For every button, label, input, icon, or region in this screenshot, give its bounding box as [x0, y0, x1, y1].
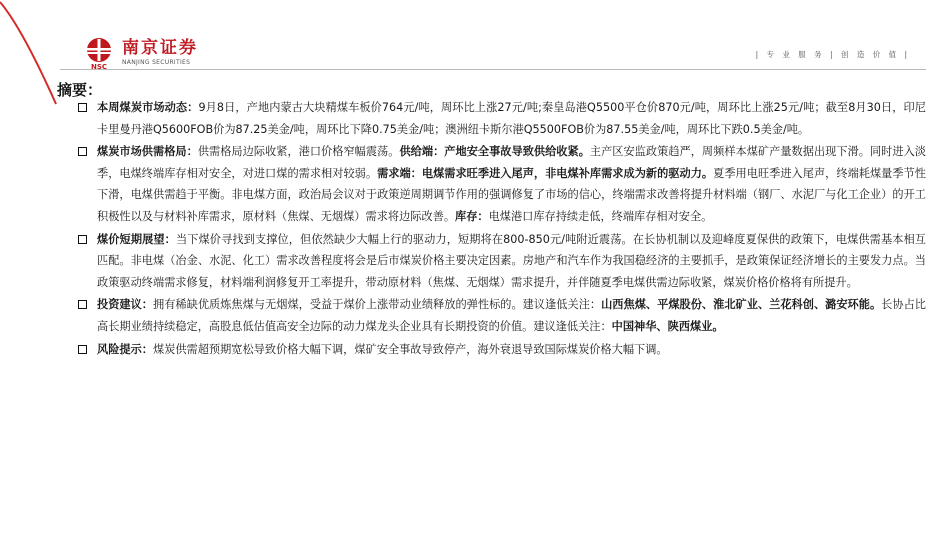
- item-text: 电煤港口库存持续走低，终端库存相对安全。: [488, 209, 713, 223]
- corner-decoration: [0, 0, 60, 110]
- list-item-price-outlook: [74, 229, 926, 294]
- item-heading: 风险提示：: [97, 342, 153, 356]
- page-title: 摘要：: [57, 81, 103, 99]
- item-heading: 煤价短期展望：: [97, 232, 176, 246]
- square-bullet-icon: [78, 147, 87, 156]
- item-text: 长协占比高长期业绩持续稳定，高股息低估值高安全边际的动力煤龙头企业具有长期投资的价值。建议逢低关注：: [97, 298, 926, 333]
- recommended-stocks-2: 中国神华、陕西煤业。: [611, 319, 724, 333]
- item-text: 供需格局边际收紧，港口价格窄幅震荡。: [197, 145, 400, 159]
- item-heading: 本周煤炭市场动态：: [97, 101, 199, 114]
- item-heading: 投资建议：: [97, 298, 154, 312]
- list-item-risk-warning: [74, 339, 926, 361]
- slogan: | 专 业 服 务 | 创 造 价 值 |: [755, 50, 910, 59]
- item-text: 拥有稀缺优质炼焦煤与无烟煤，受益于煤价上涨带动业绩释放的弹性标的。建议逢低关注：: [153, 298, 602, 312]
- brand-name-en: NANJING SECURITIES: [122, 59, 191, 66]
- item-heading: 煤炭市场供需格局：: [97, 145, 198, 159]
- brand-logo: [82, 36, 198, 70]
- nsc-logo-icon: [82, 36, 116, 70]
- list-item-supply-demand: [74, 141, 926, 227]
- brand-name-cn: 南京证券: [122, 38, 198, 58]
- item-text: 主产区安监政策趋严，周频样本煤矿产量数据出现下滑。同时进入淡季，电煤终端库存相对安全，对进口煤的需求相对较弱。: [97, 145, 926, 180]
- square-bullet-icon: [78, 103, 87, 112]
- list-item-market-update: [74, 97, 926, 140]
- square-bullet-icon: [78, 235, 87, 244]
- square-bullet-icon: [78, 300, 87, 309]
- summary-list: [74, 97, 926, 360]
- supply-side-heading: 供给端：产地安全事故导致供给收紧。: [399, 145, 590, 159]
- item-text: 煤炭供需超预期宽松导致价格大幅下调，煤矿安全事故导致停产，海外衰退导致国际煤炭价格大幅下调。: [152, 342, 668, 356]
- header-divider: [60, 69, 926, 70]
- item-text: 当下煤价寻找到支撑位，但依然缺少大幅上行的驱动力，短期将在800-850元/吨附近震荡。在长协机制以及迎峰度夏保供的政策下，电煤供需基本相互匹配。非电煤（冶金、水泥、化工）需求改善程度将会是后市煤炭价格主要决定因素。房地产和汽车作为我国稳经济的主要抓手，是政策保证经济增长的主要发力点。当政策驱动终端需求修复，材料端利润修复开工率提升，带动原材料（焦煤、无烟煤）需求提升，并伴随夏季电煤供需边际收紧，煤炭价格价格将有所提升。: [97, 232, 926, 289]
- item-text: 9月8日，产地内蒙古大块精煤车板价764元/吨，周环比上涨27元/吨;秦皇岛港Q5500平仓价870元/吨，周环比上涨25元/吨；截至8月30日，印尼卡里曼丹港Q5600FOB价为87.25美金/吨，周环比下降0.75美金/吨；澳洲纽卡斯尔港Q5500FOB价为87.55美金/吨，周环比下跌0.5美金/吨。: [97, 101, 926, 136]
- recommended-stocks-1: 山西焦煤、平煤股份、淮北矿业、兰花科创、潞安环能。: [601, 298, 882, 312]
- square-bullet-icon: [78, 345, 87, 354]
- brand-abbr: NSC: [90, 63, 108, 70]
- demand-side-heading: 需求端：电煤需求旺季进入尾声，非电煤补库需求成为新的驱动力。: [377, 166, 714, 180]
- list-item-investment-advice: [74, 294, 926, 337]
- item-text: 夏季用电旺季进入尾声，终端耗煤量季节性下滑，电煤供需趋于平衡。非电煤方面，政治局会议对于政策逆周期调节作用的强调修复了市场的信心，终端需求改善将提升材料端（钢厂、水泥厂与化工企业）的开工积极性以及与材料补库需求，原材料（焦煤、无烟煤）需求将边际改善。: [97, 166, 926, 223]
- inventory-heading: 库存：: [455, 209, 489, 223]
